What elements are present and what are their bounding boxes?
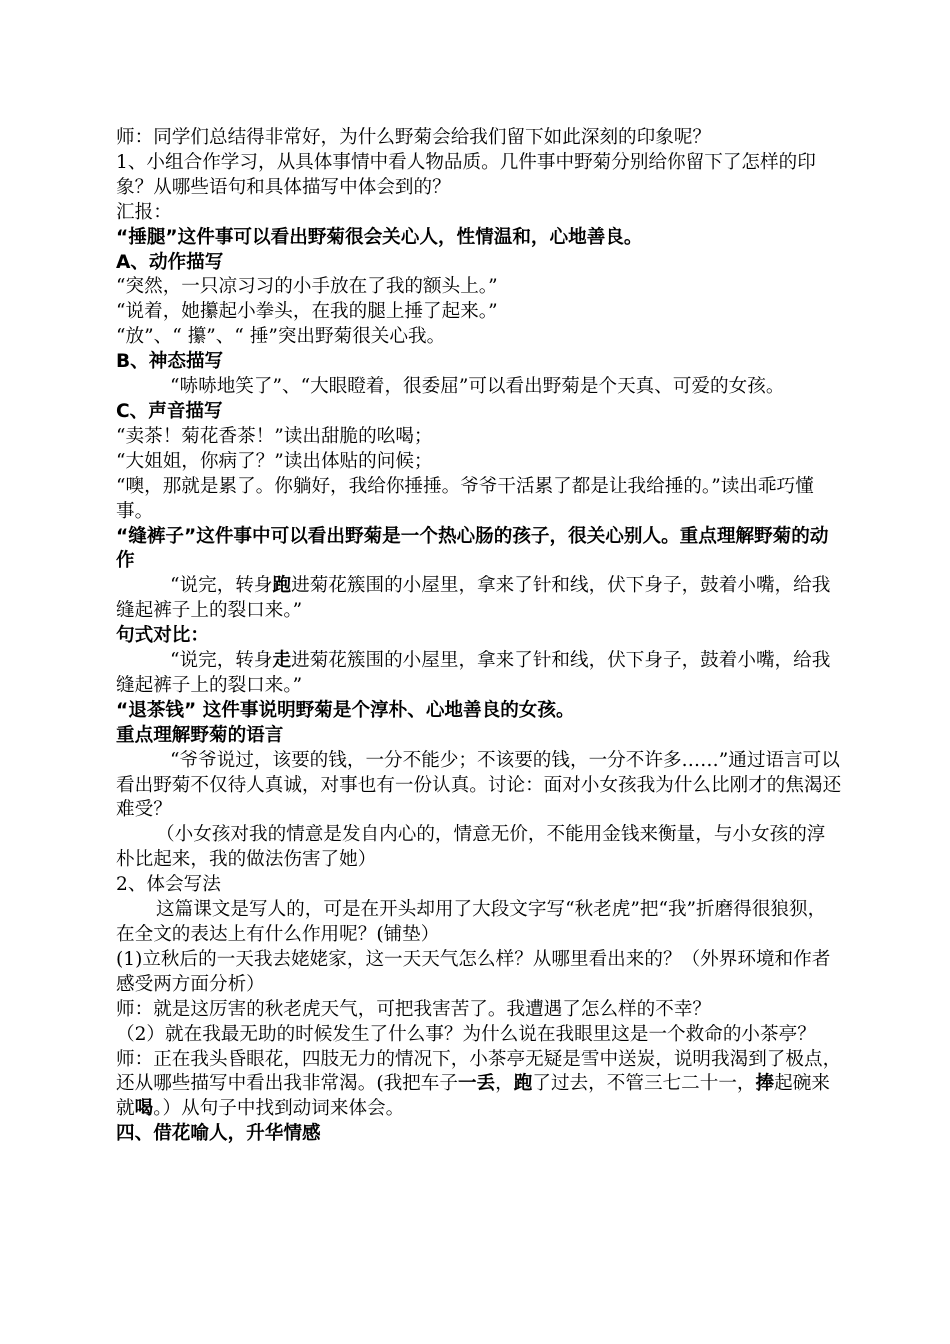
emphasis-run: 走 [272,650,292,672]
paragraph-report-label: 汇报： [116,201,172,223]
emphasis-run: 跑 [272,575,292,597]
text-run: 起碗来就 [116,1073,830,1120]
text-run: “说完，转身 [170,650,273,672]
quote-selling-tea: “卖茶！菊花香茶！”读出甜脆的吆喝； [116,425,433,447]
quote-are-you-sick: “大姐姐，你病了？”读出体贴的问候； [116,450,433,472]
text-run: 了过去，不管三七二十一， [532,1073,756,1095]
quote-hand-on-forehead: “突然，一只凉习习的小手放在了我的额头上。” [116,276,498,298]
text-run: 进菊花簇围的小屋里，拿来了针和线，伏下身子，鼓着小嘴，给我缝起裤子上的裂口来。” [116,650,831,696]
emphasis-run: 跑 [513,1073,533,1095]
paragraph-teacher-question: 师：同学们总结得非常好，为什么野菊会给我们留下如此深刻的印象呢？ [116,127,712,148]
paragraph-teacher-thirst [116,1048,842,1123]
heading-return-tea-money: “退茶钱” 这件事说明野菊是个淳朴、心地善良的女孩。 [116,699,575,721]
emphasis-run: 捧 [755,1073,775,1095]
text-run: 进菊花簇围的小屋里，拿来了针和线，伏下身子，鼓着小嘴，给我缝起裤子上的裂口来。” [116,575,831,622]
document-page [116,126,842,1147]
paragraph-grandpa-saying: “爷爷说过，该要的钱，一分不能少；不该要的钱，一分不许多……”通过语言可以看出野菊不仅待人真诚，对事也有一份认真。讨论：面对小女孩我为什么比刚才的焦渴还难受？ [116,749,842,821]
heading-leg-pounding: “捶腿”这件事可以看出野菊很会关心人，性情温和，心地善良。 [116,226,643,248]
quote-sewing-walk [116,649,842,699]
emphasis-run: 喝 [134,1098,154,1120]
heading-language-focus: 重点理解野菊的语言 [116,724,284,746]
heading-voice-description: C、声音描写 [116,400,223,422]
paragraph-question-2: （2）就在我最无助的时候发生了什么事？为什么说在我眼里这是一个救命的小茶亭？ [116,1023,816,1045]
paragraph-group-study: 1、小组合作学习，从具体事情中看人物品质。几件事中野菊分别给你留下了怎样的印象？从哪些语句和具体描写中体会到的？ [116,151,816,198]
paragraph-expression-analysis: “哧哧地笑了”、“大眼瞪着，很委屈”可以看出野菊是个天真、可爱的女孩。 [170,376,785,398]
quote-pounding-legs: “说着，她攥起小拳头，在我的腿上捶了起来。” [116,301,498,323]
quote-tired: “噢，那就是累了。你躺好，我给你捶捶。爷爷干活累了都是让我给捶的。”读出乖巧懂事。 [116,475,814,522]
emphasis-run: 一丢 [457,1073,496,1095]
heading-expression-description: B、神态描写 [116,351,224,373]
heading-action-description: A、动作描写 [116,251,224,273]
paragraph-question-1: (1)立秋后的一天我去姥姥家，这一天天气怎么样？从哪里看出来的？（外界环境和作者感受两方面分析） [116,948,831,995]
heading-sewing-pants: “缝裤子”这件事中可以看出野菊是一个热心肠的孩子，很关心别人。重点理解野菊的动作 [116,525,829,572]
paragraph-girl-feelings: （小女孩对我的情意是发自内心的，情意无价，不能用金钱来衡量，与小女孩的淳朴比起来，我的做法伤害了她） [116,824,826,871]
quote-sewing-run [116,574,842,624]
heading-sentence-comparison: 句式对比： [116,625,209,647]
paragraph-action-verbs: “放”、“ 攥”、“ 捶”突出野菊很关心我。 [116,326,446,348]
heading-section-four: 四、借花喻人，升华情感 [116,1123,321,1145]
paragraph-teacher-misfortune: 师：就是这厉害的秋老虎天气，可把我害苦了。我遭遇了怎么样的不幸？ [116,998,712,1020]
text-run: “说完，转身 [170,575,273,597]
text-run: 师：正在我头昏眼花，四肢无力的情况下，小茶亭无疑是雪中送炭，说明我渴到了极点，还从哪些描写中看出我非常渴。(我把车子 [116,1048,842,1095]
paragraph-writing-method: 2、体会写法 [116,874,221,896]
text-run: 。）从句子中找到动词来体会。 [153,1098,405,1120]
paragraph-autumn-tiger: 这篇课文是写人的，可是在开头却用了大段文字写“秋老虎”把“我”折磨得很狼狈，在全文的表达上有什么作用呢？(铺垫） [116,899,827,945]
text-run: ， [495,1073,514,1095]
